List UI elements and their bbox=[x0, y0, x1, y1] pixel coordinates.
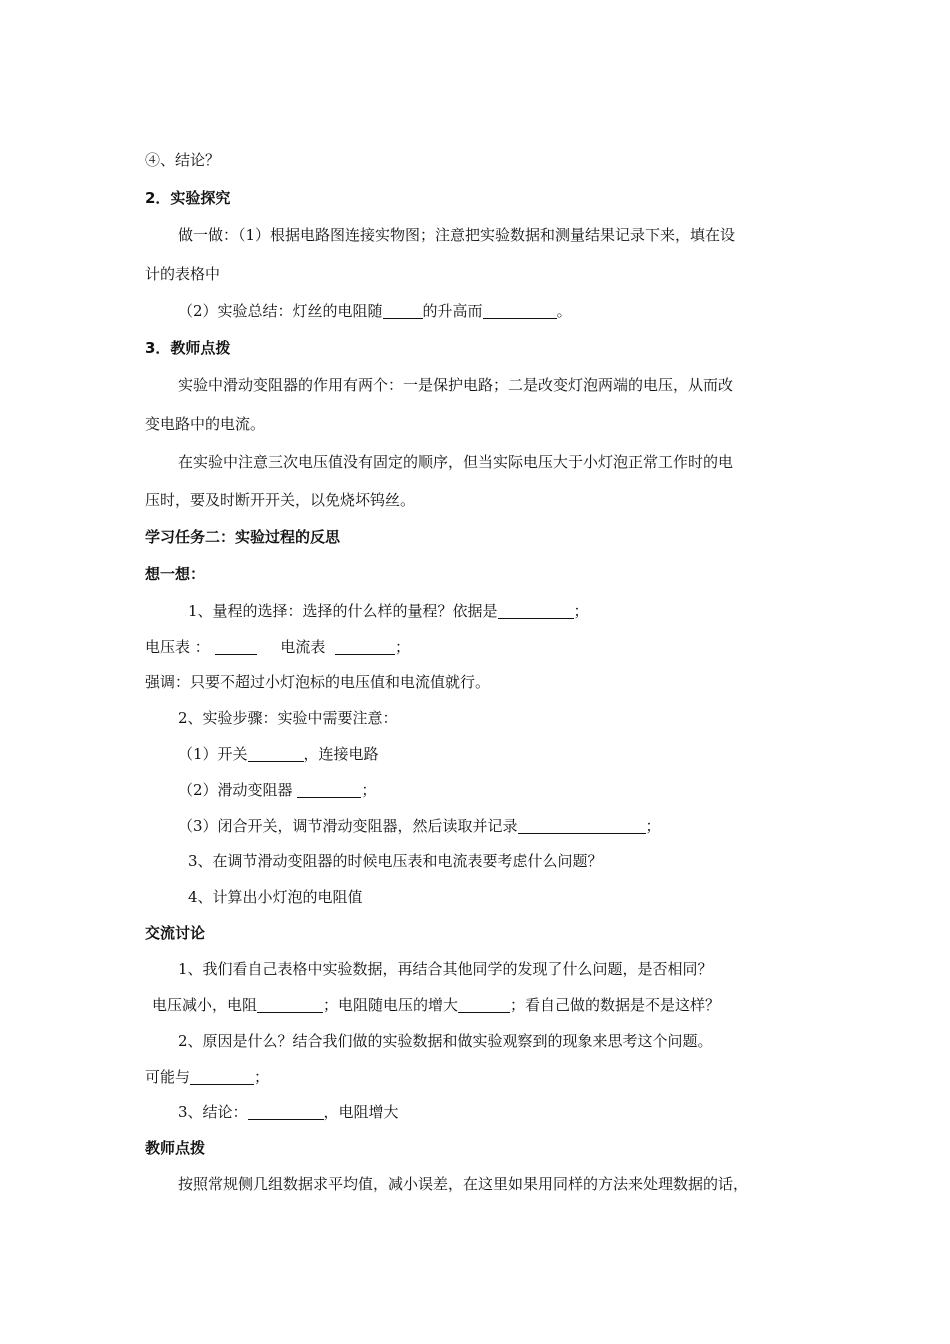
step-close-switch-text: （3）闭合开关，调节滑动变阻器，然后读取并记录 bbox=[178, 817, 518, 835]
summary-line bbox=[178, 301, 572, 321]
blank-line bbox=[248, 746, 304, 762]
range-selection-line bbox=[188, 601, 589, 621]
paragraph-rheostat-cont: 变电路中的电流。 bbox=[145, 415, 266, 433]
summary-text-2: 的升高而 bbox=[422, 302, 483, 320]
possible-cause-line bbox=[145, 1067, 269, 1087]
step-switch-end: ，连接电路 bbox=[303, 745, 379, 763]
blank-line bbox=[335, 639, 395, 655]
conclusion-end: ，电阻增大 bbox=[323, 1103, 399, 1121]
compute-resistance-line: 4、计算出小灯泡的电阻值 bbox=[188, 888, 363, 906]
ammeter-label: 电流表 bbox=[280, 638, 326, 656]
paragraph-do-it-cont: 计的表格中 bbox=[145, 265, 221, 283]
heading-task-two: 学习任务二：实验过程的反思 bbox=[145, 528, 341, 546]
blank-line bbox=[483, 303, 557, 319]
conclusion-line-2 bbox=[178, 1102, 399, 1122]
step-switch-line bbox=[178, 744, 379, 764]
possible-cause-end: ； bbox=[254, 1068, 270, 1086]
range-selection-text: 1、量程的选择：选择的什么样的量程？依据是 bbox=[188, 602, 498, 620]
paragraph-voltage-note-cont: 压时，要及时断开开关，以免烧坏钨丝。 bbox=[145, 491, 416, 509]
conclusion-text: 3、结论： bbox=[178, 1103, 248, 1121]
observation-text-3: ；看自己做的数据是不是这样？ bbox=[510, 996, 721, 1014]
range-selection-end: ； bbox=[573, 602, 589, 620]
heading-discussion: 交流讨论 bbox=[145, 924, 206, 942]
question-adjust-line: 3、在调节滑动变阻器的时候电压表和电流表要考虑什么问题？ bbox=[188, 852, 603, 870]
step-close-switch-line bbox=[178, 816, 661, 836]
heading-teacher-tips-2: 教师点拨 bbox=[145, 1139, 206, 1157]
meters-line bbox=[145, 637, 410, 657]
blank-line bbox=[257, 997, 323, 1013]
summary-text-1: （2）实验总结：灯丝的电阻随 bbox=[178, 302, 383, 320]
conclusion-line: ④、结论？ bbox=[145, 151, 221, 169]
step-rheostat-text: （2）滑动变阻器 bbox=[178, 781, 293, 799]
voltmeter-label: 电压表 ： bbox=[145, 638, 210, 656]
emphasis-line: 强调：只要不超过小灯泡标的电压值和电流值就行。 bbox=[145, 673, 491, 691]
discussion-observation-line bbox=[152, 995, 720, 1015]
blank-line bbox=[458, 997, 510, 1013]
blank-line bbox=[190, 1069, 254, 1085]
steps-heading: 2、实验步骤：实验中需要注意： bbox=[178, 709, 398, 727]
blank-line bbox=[215, 639, 257, 655]
blank-line bbox=[297, 782, 361, 798]
observation-text-1: 电压减小，电阻 bbox=[152, 996, 258, 1014]
paragraph-voltage-note: 在实验中注意三次电压值没有固定的顺序，但当实际电压大于小灯泡正常工作时的电 bbox=[178, 453, 734, 471]
step-switch-text: （1）开关 bbox=[178, 745, 248, 763]
paragraph-rheostat: 实验中滑动变阻器的作用有两个：一是保护电路；二是改变灯泡两端的电压，从而改 bbox=[178, 376, 734, 394]
blank-line bbox=[383, 303, 423, 319]
blank-line bbox=[498, 603, 574, 619]
blank-line bbox=[518, 818, 646, 834]
heading-think: 想一想： bbox=[145, 565, 206, 583]
meters-end: ； bbox=[394, 638, 410, 656]
summary-text-3: 。 bbox=[556, 302, 572, 320]
observation-text-2: ；电阻随电压的增大 bbox=[323, 996, 459, 1014]
step-rheostat-line bbox=[178, 780, 376, 800]
heading-teacher-tips: 3．教师点拨 bbox=[145, 339, 231, 357]
heading-experiment-inquiry: 2．实验探究 bbox=[145, 189, 231, 207]
step-close-switch-end: ； bbox=[645, 817, 661, 835]
step-rheostat-end: ； bbox=[361, 781, 377, 799]
blank-line bbox=[248, 1104, 324, 1120]
discussion-question-1: 1、我们看自己表格中实验数据，再结合其他同学的发现了什么问题，是否相同？ bbox=[178, 960, 713, 978]
possible-cause-text: 可能与 bbox=[145, 1068, 191, 1086]
paragraph-do-it: 做一做：（1）根据电路图连接实物图；注意把实验数据和测量结果记录下来，填在设 bbox=[178, 226, 736, 244]
paragraph-average-note: 按照常规侧几组数据求平均值，减小误差，在这里如果用同样的方法来处理数据的话， bbox=[178, 1175, 749, 1193]
discussion-question-2: 2、原因是什么？结合我们做的实验数据和做实验观察到的现象来思考这个问题。 bbox=[178, 1032, 713, 1050]
